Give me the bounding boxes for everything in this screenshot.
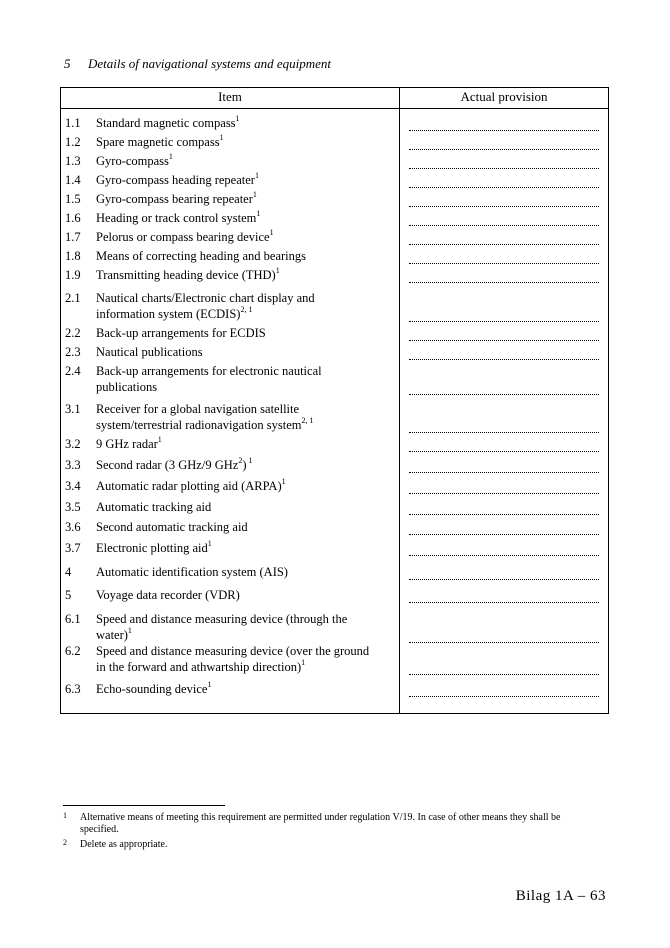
- row-number: 3.7: [65, 541, 81, 555]
- row-item-text: [96, 248, 396, 264]
- item-line-2: publications: [96, 380, 158, 394]
- row-number: 5: [65, 588, 72, 602]
- footnote-ref: 1: [254, 171, 259, 180]
- provision-blank-line[interactable]: [409, 282, 599, 283]
- row-number: 2.4: [65, 364, 81, 378]
- row-item-text: [96, 681, 396, 697]
- row-item-text: [96, 267, 396, 283]
- item-line-1: Second radar (3 GHz/9 GHz: [96, 458, 239, 472]
- row-item-text: [96, 643, 396, 675]
- row-number: 1.3: [65, 154, 81, 168]
- section-number: 5: [64, 56, 71, 71]
- footnote-rule: [63, 805, 225, 806]
- item-line-1: Automatic radar plotting aid (ARPA): [96, 479, 282, 493]
- provision-blank-line[interactable]: [409, 394, 599, 395]
- row-number: 2.2: [65, 326, 81, 340]
- footnote-ref: 1: [168, 152, 173, 161]
- item-line-1: Gyro-compass bearing repeater: [96, 192, 253, 206]
- item-line-1: Voyage data recorder (VDR): [96, 588, 240, 602]
- row-item-text: [96, 191, 396, 207]
- provision-blank-line[interactable]: [409, 187, 599, 188]
- provision-blank-line[interactable]: [409, 642, 599, 643]
- footnote-ref: 1: [127, 626, 132, 635]
- row-item-text: [96, 134, 396, 150]
- item-line-1: Back-up arrangements for ECDIS: [96, 326, 266, 340]
- provision-blank-line[interactable]: [409, 359, 599, 360]
- column-header-actual-provision: Actual provision: [460, 89, 548, 104]
- item-line-1: Gyro-compass: [96, 154, 169, 168]
- row-number: 1.1: [65, 116, 81, 130]
- row-number: 1.2: [65, 135, 81, 149]
- footnote-mark: 2: [63, 838, 67, 847]
- footnote-ref: 1: [157, 435, 162, 444]
- item-line-1: Automatic tracking aid: [96, 500, 212, 514]
- row-number: 1.4: [65, 173, 81, 187]
- footnote-ref: 1: [256, 209, 261, 218]
- item-line-1: Spare magnetic compass: [96, 135, 220, 149]
- provision-blank-line[interactable]: [409, 432, 599, 433]
- column-header-item: Item: [218, 89, 242, 104]
- provision-blank-line[interactable]: [409, 602, 599, 603]
- row-number: 2.3: [65, 345, 81, 359]
- row-item-text: [96, 172, 396, 188]
- provision-blank-line[interactable]: [409, 244, 599, 245]
- row-item-text: [96, 457, 396, 473]
- row-item-text: [96, 290, 396, 322]
- item-line-1: Gyro-compass heading repeater: [96, 173, 255, 187]
- row-item-text: [96, 153, 396, 169]
- section-heading: [64, 56, 331, 72]
- row-item-text: [96, 478, 396, 494]
- row-item-text: [96, 344, 396, 360]
- item-line-2: information system (ECDIS): [96, 307, 241, 321]
- row-item-text: [96, 499, 396, 515]
- provision-blank-line[interactable]: [409, 534, 599, 535]
- footnote-ref: 1: [246, 456, 253, 465]
- footnote-ref: 1: [207, 680, 212, 689]
- row-item-text: [96, 564, 396, 580]
- item-line-1: Means of correcting heading and bearings: [96, 249, 306, 263]
- row-item-text: [96, 325, 396, 341]
- provision-blank-line[interactable]: [409, 149, 599, 150]
- row-number: 6.2: [65, 644, 81, 658]
- footnote-ref: 2, 1: [240, 305, 253, 314]
- navigation-equipment-table: [60, 87, 609, 714]
- row-number: 3.2: [65, 437, 81, 451]
- footnote-ref: 1: [207, 539, 212, 548]
- footnote-ref: 1: [235, 114, 240, 123]
- item-line-1: Electronic plotting aid: [96, 541, 208, 555]
- provision-blank-line[interactable]: [409, 674, 599, 675]
- column-divider: [399, 88, 400, 713]
- section-title: Details of navigational systems and equipment: [88, 56, 332, 71]
- item-line-1: Speed and distance measuring device (through the: [96, 612, 348, 626]
- row-item-text: [96, 519, 396, 535]
- provision-blank-line[interactable]: [409, 493, 599, 494]
- inner-footnote-ref: 2: [238, 456, 243, 465]
- row-number: 3.5: [65, 500, 81, 514]
- row-number: 6.1: [65, 612, 81, 626]
- item-line-1: Standard magnetic compass: [96, 116, 236, 130]
- row-item-text: [96, 540, 396, 556]
- row-item-text: [96, 115, 396, 131]
- provision-blank-line[interactable]: [409, 555, 599, 556]
- row-item-text: [96, 229, 396, 245]
- provision-blank-line[interactable]: [409, 130, 599, 131]
- row-item-text: [96, 611, 396, 643]
- row-number: 3.3: [65, 458, 81, 472]
- footnote-ref: 2, 1: [301, 416, 314, 425]
- provision-blank-line[interactable]: [409, 321, 599, 322]
- provision-blank-line[interactable]: [409, 168, 599, 169]
- provision-blank-line[interactable]: [409, 340, 599, 341]
- item-line-1: Echo-sounding device: [96, 682, 208, 696]
- row-number: 3.4: [65, 479, 81, 493]
- item-line-1: Pelorus or compass bearing device: [96, 230, 270, 244]
- footnote-ref: 1: [269, 228, 274, 237]
- row-number: 1.8: [65, 249, 81, 263]
- row-number: 4: [65, 565, 72, 579]
- item-line-2: in the forward and athwartship direction): [96, 660, 302, 674]
- item-line-1: Transmitting heading device (THD): [96, 268, 276, 282]
- item-tail: ): [242, 458, 247, 472]
- item-line-1: Heading or track control system: [96, 211, 257, 225]
- item-line-1: Nautical charts/Electronic chart display and: [96, 291, 315, 305]
- footnote-ref: 1: [275, 266, 280, 275]
- row-item-text: [96, 587, 396, 603]
- row-number: 2.1: [65, 291, 81, 305]
- provision-blank-line[interactable]: [409, 206, 599, 207]
- item-line-1: Second automatic tracking aid: [96, 520, 248, 534]
- provision-blank-line[interactable]: [409, 579, 599, 580]
- row-number: 3.6: [65, 520, 81, 534]
- item-line-1: Automatic identification system (AIS): [96, 565, 288, 579]
- provision-blank-line[interactable]: [409, 451, 599, 452]
- row-number: 3.1: [65, 402, 81, 416]
- page-footer: Bilag 1A – 63: [515, 888, 606, 904]
- provision-blank-line[interactable]: [409, 472, 599, 473]
- footnote-ref: 1: [252, 190, 257, 199]
- footnote-ref: 1: [219, 133, 224, 142]
- footnote-text: Alternative means of meeting this requirement are permitted under regulation V/19. In case of other means they shall be specified.: [80, 812, 561, 835]
- row-item-text: [96, 210, 396, 226]
- item-line-1: Nautical publications: [96, 345, 203, 359]
- footnote-ref: 1: [301, 658, 306, 667]
- row-number: 1.5: [65, 192, 81, 206]
- footnote-mark: 1: [63, 811, 67, 820]
- provision-blank-line[interactable]: [409, 263, 599, 264]
- item-line-2: system/terrestrial radionavigation system: [96, 418, 302, 432]
- provision-blank-line[interactable]: [409, 514, 599, 515]
- row-item-text: [96, 363, 396, 395]
- footnote-text: Delete as appropriate.: [80, 839, 168, 850]
- item-line-1: 9 GHz radar: [96, 437, 158, 451]
- provision-blank-line[interactable]: [409, 696, 599, 697]
- row-number: 1.7: [65, 230, 81, 244]
- item-line-2: water): [96, 628, 128, 642]
- row-number: 6.3: [65, 682, 81, 696]
- row-item-text: [96, 436, 396, 452]
- header-rule: [61, 108, 608, 109]
- footnote-ref: 1: [281, 477, 286, 486]
- item-line-1: Back-up arrangements for electronic nautical: [96, 364, 322, 378]
- row-number: 1.6: [65, 211, 81, 225]
- item-line-1: Receiver for a global navigation satellite: [96, 402, 300, 416]
- row-item-text: [96, 401, 396, 433]
- row-number: 1.9: [65, 268, 81, 282]
- item-line-1: Speed and distance measuring device (over the ground: [96, 644, 370, 658]
- provision-blank-line[interactable]: [409, 225, 599, 226]
